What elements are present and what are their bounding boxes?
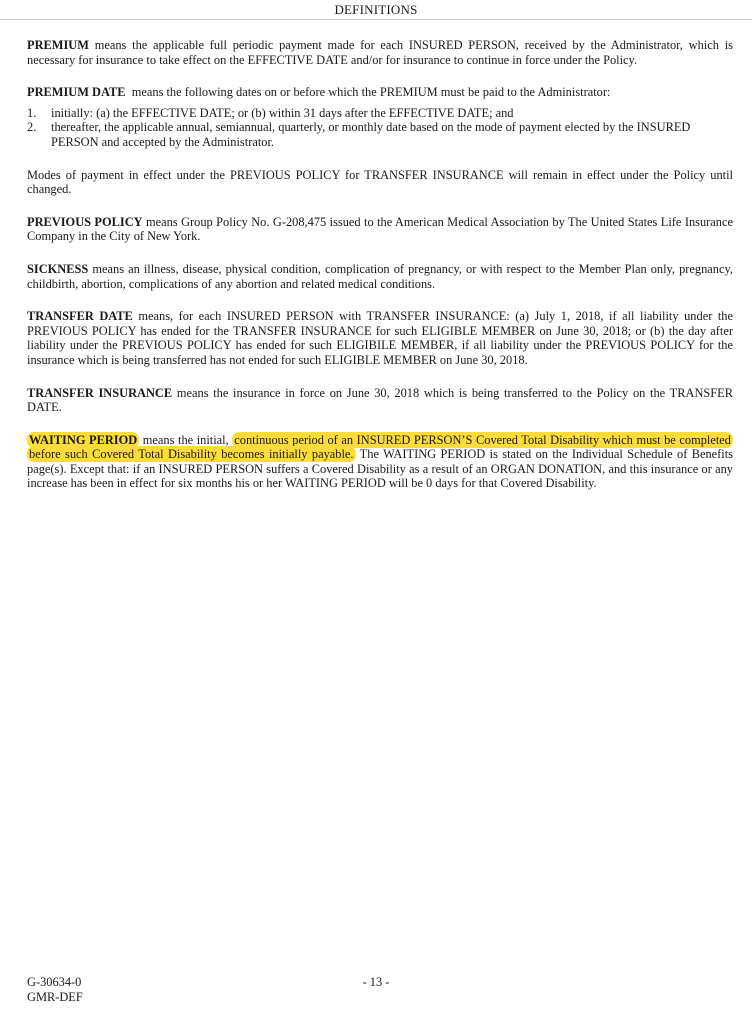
definition-sickness [27,262,733,291]
definition-text: means an illness, disease, physical condition, complication of pregnancy, or with respect to the Member Plan only, pregnancy, childbirth, abortion, complications of any abortion and related medical conditions. [27,261,733,291]
definition-premium-date [27,85,733,100]
definition-text: means the following dates on or before which the PREMIUM must be paid to the Administrator: [125,85,611,100]
payment-modes-note: Modes of payment in effect under the PREVIOUS POLICY for TRANSFER INSURANCE will remain in effect under the Policy until changed. [27,167,733,197]
list-item-text: thereafter, the applicable annual, semiannual, quarterly, or monthly date based on the mode of payment elected by the INSURED PERSON and accepted by the Administrator. [51,120,691,149]
definition-term: TRANSFER DATE [27,309,133,324]
form-code: GMR-DEF [27,990,83,1004]
definition-text: means Group Policy No. G-208,475 issued to the American Medical Association by The United States Life Insurance Company in the City of New York. [27,214,733,244]
list-item-number: 1. [27,105,37,120]
definition-term: PREMIUM DATE [27,85,126,100]
definition-text: means the applicable full periodic payment made for each INSURED PERSON, received by the Administrator, which is necessary for insurance to take effect on the EFFECTIVE DATE and/or for insurance to continue in force under the Policy. [27,38,733,67]
premium-date-list [27,106,733,150]
list-item-text: initially: (a) the EFFECTIVE DATE; or (b) within 31 days after the EFFECTIVE DATE; and [51,105,514,120]
definition-waiting-period [27,433,733,491]
definition-text: means, for each INSURED PERSON with TRANSFER INSURANCE: (a) July 1, 2018, if all liability under the PREVIOUS POLICY has ended for the TRANSFER INSURANCE for such ELIGIBLE MEMBER on June 30, 2018; or (b) the day after liability under the PREVIOUS POLICY has ended for such ELIGIBILE MEMBER, if all liability under the PREVIOUS POLICY for the insurance which is being transferred has not ended for such ELIGIBLE MEMBER on June 30, 2018. [27,309,733,367]
highlighted-term: WAITING PERIOD [29,432,138,447]
definitions-body [27,38,733,509]
definition-term: PREVIOUS POLICY [27,214,143,229]
definition-term: SICKNESS [27,261,89,276]
definition-text: means the initial, [139,432,233,447]
definition-transfer-insurance [27,386,733,415]
definition-premium [27,38,733,67]
definition-transfer-date [27,309,733,367]
definition-term: TRANSFER INSURANCE [27,385,173,400]
definition-term: PREMIUM [27,38,89,52]
definition-text: The WAITING PERIOD is stated on the Individual Schedule of Benefits page(s). Except that: if an INSURED PERSON suffers a Covered Disability as a result of an ORGAN DONATION, and this insurance or any increase has been in effect for six months his or her WAITING PERIOD will be 0 days for that Covered Disability. [27,447,734,491]
list-item [27,106,733,121]
page-number: - 13 - [362,975,390,989]
header-divider [0,19,752,20]
page-title: DEFINITIONS [334,2,418,17]
form-number: G-30634-0 [27,975,82,989]
list-item [27,120,733,149]
definition-text: means the insurance in force on June 30, 2018 which is being transferred to the Policy on the TRANSFER DATE. [27,385,734,415]
definition-previous-policy [27,215,733,244]
highlighted-text: continuous period of an INSURED PERSON’S Covered Total Disability which must be completed before such Covered Total Disability becomes initially payable. [29,432,731,462]
list-item-number: 2. [27,120,37,135]
